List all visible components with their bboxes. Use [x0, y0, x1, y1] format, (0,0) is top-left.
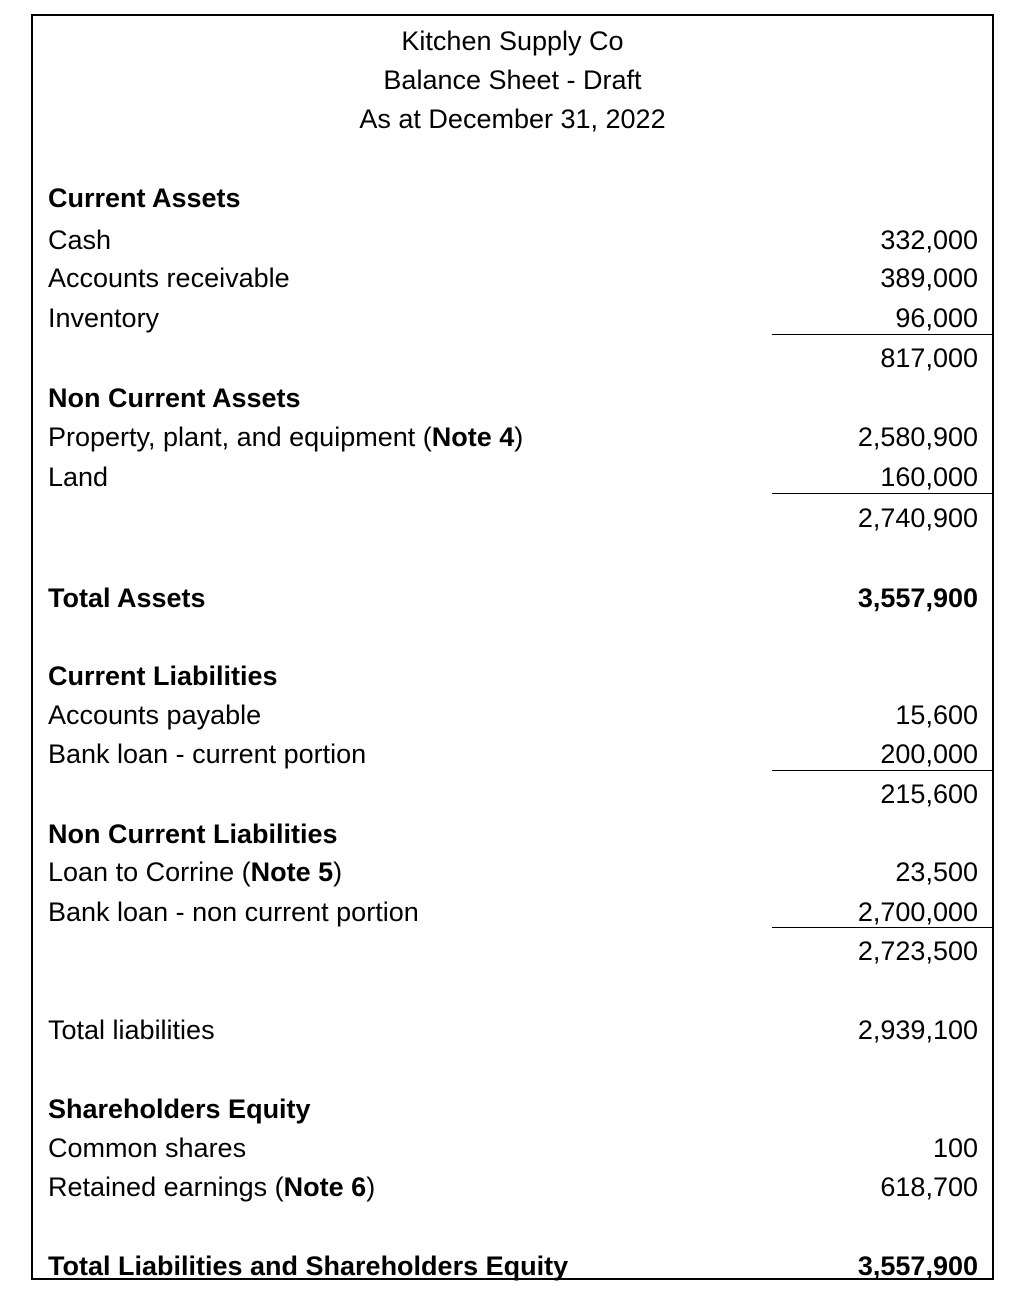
subtotal-rule [772, 493, 994, 494]
note-reference: Note 5 [250, 857, 334, 887]
line-item-label: Property, plant, and equipment (Note 4) [48, 422, 524, 452]
statement-title: Balance Sheet - Draft [383, 65, 642, 95]
subtotal-rule [772, 334, 994, 335]
line-item-value: 2,580,900 [857, 422, 978, 452]
line-item-label: Inventory [48, 303, 160, 333]
non-current-assets-subtotal: 2,740,900 [857, 503, 978, 533]
line-item-value: 23,500 [895, 857, 978, 887]
line-item-label: Accounts payable [48, 700, 262, 730]
line-item-value: 15,600 [895, 700, 978, 730]
line-item-value: 200,000 [880, 739, 978, 769]
current-liabilities-heading: Current Liabilities [48, 661, 278, 691]
total-assets-value: 3,557,900 [857, 583, 978, 613]
total-assets-label: Total Assets [48, 583, 206, 613]
note-reference: Note 4 [431, 422, 515, 452]
note-reference: Note 6 [283, 1172, 367, 1202]
subtotal-rule [772, 770, 994, 771]
equity-heading: Shareholders Equity [48, 1094, 311, 1124]
total-liabilities-equity-label: Total Liabilities and Shareholders Equity [48, 1251, 569, 1281]
line-item-value: 96,000 [895, 303, 978, 333]
subtotal-rule [772, 927, 994, 928]
total-liabilities-equity-value: 3,557,900 [857, 1251, 978, 1281]
line-item-label: Land [48, 462, 109, 492]
company-name: Kitchen Supply Co [401, 26, 624, 56]
line-item-value: 100 [932, 1133, 978, 1163]
balance-sheet [31, 14, 994, 1280]
current-assets-heading: Current Assets [48, 183, 241, 213]
current-liabilities-subtotal: 215,600 [880, 779, 978, 809]
line-item-value: 160,000 [880, 462, 978, 492]
line-item-value: 389,000 [880, 263, 978, 293]
line-item-value: 2,700,000 [857, 897, 978, 927]
total-liabilities-value: 2,939,100 [857, 1015, 978, 1045]
line-item-label: Loan to Corrine (Note 5) [48, 857, 343, 887]
statement-date: As at December 31, 2022 [359, 104, 666, 134]
line-item-label: Accounts receivable [48, 263, 290, 293]
line-item-value: 332,000 [880, 225, 978, 255]
non-current-assets-heading: Non Current Assets [48, 383, 301, 413]
line-item-value: 618,700 [880, 1172, 978, 1202]
line-item-label: Common shares [48, 1133, 247, 1163]
line-item-label: Retained earnings (Note 6) [48, 1172, 376, 1202]
total-liabilities-label: Total liabilities [48, 1015, 215, 1045]
line-item-label: Cash [48, 225, 112, 255]
non-current-liabilities-subtotal: 2,723,500 [857, 936, 978, 966]
line-item-label: Bank loan - non current portion [48, 897, 419, 927]
non-current-liabilities-heading: Non Current Liabilities [48, 819, 338, 849]
current-assets-subtotal: 817,000 [880, 343, 978, 373]
line-item-label: Bank loan - current portion [48, 739, 367, 769]
